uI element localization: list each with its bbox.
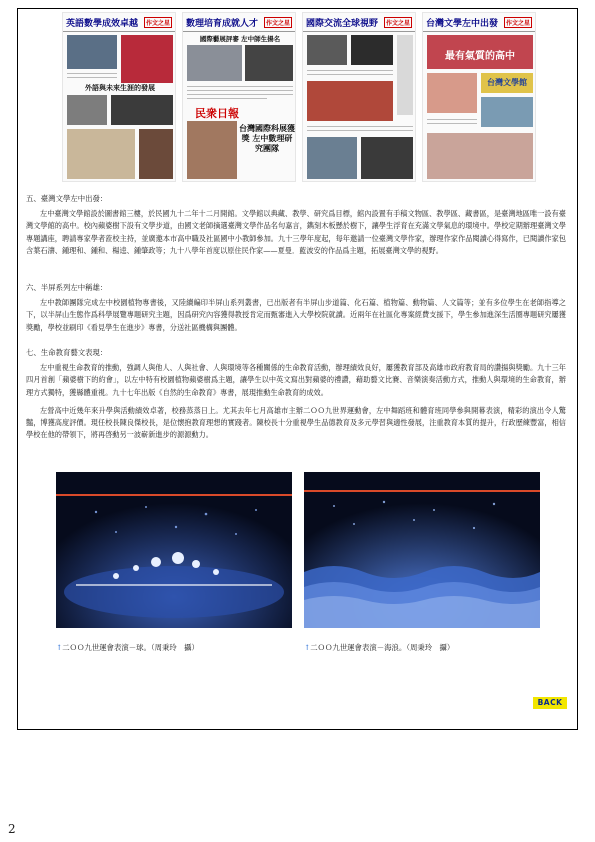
clipping-stamp: 作文之星 (504, 17, 532, 28)
photo-thumb (307, 35, 347, 65)
up-arrow-icon: ↑ (56, 643, 63, 652)
section-taiwan-literature (26, 193, 566, 257)
section-paragraph: 左中教師團隊完成左中校園植物專書後，又陸續編印半屏山系列叢書，已出版者有半屏山步道篇、化石篇、植物篇、動物篇、人文篇等；並有多位學生在老師指導之下，以半屏山生態作爲科學展覽專題研究主題，因爲研究內容獲得教授肯定而甄審進入大學校院就讀。近兩年在社區化專案經費支援下，學生參加進深生活圈專題研究屢獲獎勵，學校並刷印《看見學生在進步》專書，分送社區機構與團體。 (26, 298, 566, 332)
section-life-education (26, 347, 566, 441)
section-paragraph: 左中重視生命教育的推動，強調人與他人、人與社會、人與環境等各種關係的生命教育活動，辦理績效良好，屢獲教育部及高雄市政府教育局的讚揚與獎勵。九十三年四月首創「蘋婆樹下的約會」，以左中特有校園植物蘋婆樹爲主題，讓學生以中英文寫出對蘋婆的禮讚，藉助藝文比賽、音樂演奏活動方式，推動人與環境的生命教育，辦理方式獨特，獲縣體重視。九十七年出版《自然的生命教育》專書，展現推動生命教育的成效。 (26, 363, 566, 397)
clipping-english-math (62, 12, 176, 182)
stadium-scene-wave (304, 472, 540, 628)
caption-text: 二ＯＯ九世運會表演－海浪。（周秉玲 攝） (310, 643, 455, 652)
photo-thumb (361, 137, 413, 179)
section-paragraph: 左中臺灣文學館設於圖書館三樓，於民國九十二年十二月開館。文學館以典藏、教學、研究爲目標，館內設置有手稿文物區、教學區、藏書區，是臺灣地區唯一設有臺灣文學館的高中。校內蘋婆樹下設有文學步道，由國文老師摘選臺灣文學作品名句嘉言，鐫刻木板懸於樹下，讓學生浮育在充滿文學氣息的環境中。學校定期辦理臺灣文學專題講座，聘請專家學者蒞校主持，並廣邀本市高中職及社區國中小教師參加。九十三學年度起，每年邀請一位臺灣文學作家，辦理作家作品閱讀心得寫作，已閱讀作家包含葉石濤、鍾理和、鍾和、楊逵、鍾肇政等；九十八學年首度以原住民作家——夏曼．藍波安的作品爲主題，拓展臺灣文學的視野。 (26, 209, 566, 255)
newspaper-masthead: 民衆日報 (195, 107, 239, 120)
clipping-headline: 英語數學成效卓越 (66, 18, 139, 29)
stadium-scene-ball (56, 472, 292, 628)
clipping-literature (422, 12, 536, 182)
photo-thumb (351, 35, 393, 65)
clippings-strip (62, 12, 536, 182)
page-number: 2 (8, 822, 16, 836)
photo-thumb (67, 95, 107, 125)
caption-wave (304, 642, 454, 653)
section-banping-series (26, 282, 566, 334)
section-title: 五、臺灣文學左中出發： (26, 194, 108, 203)
section-paragraph: 左營高中近幾年來升學與活動績效卓著，校務蒸蒸日上。尤其去年七月高雄市主辦二ＯＯ九世界運動會，左中舞蹈班和體育班同學參與開幕表演，精彩的演出令人驚豔，博獲高度評價。現任校長陳良傑校長，是位懷抱教育理想的實踐者。陳校長十分重視學生品德教育及多元學習與適性發展，注重教育本質的提升，行政歷練豐富，相信學校在他的帶領下，將再啓動另一波嶄新進步的源源動力。 (26, 405, 566, 440)
back-button[interactable]: BACK (533, 697, 567, 709)
photo-thumb (397, 35, 413, 115)
photo-thumb (139, 129, 173, 179)
photo-thumb (427, 73, 477, 113)
clipping-headline: 國際交流全球視野 (306, 18, 379, 29)
photo-thumb (187, 121, 237, 179)
photo-thumb (245, 45, 293, 81)
photo-thumb (121, 35, 173, 83)
caption-text: 二ＯＯ九世運會表演－球。（周秉玲 攝） (62, 643, 199, 652)
photo-thumb (307, 81, 393, 121)
clipping-science (182, 12, 296, 182)
photo-thumb (67, 129, 135, 179)
up-arrow-icon: ↑ (304, 643, 311, 652)
clipping-subtitle: 最有氣質的高中 (445, 51, 515, 62)
photo-world-games-ball (56, 472, 292, 628)
caption-ball (56, 642, 199, 653)
clipping-subtitle: 國際藝展評審 左中師生揚名 (199, 35, 281, 43)
photo-thumb (67, 35, 117, 69)
clipping-stamp: 作文之星 (264, 17, 292, 28)
clipping-stamp: 作文之星 (384, 17, 412, 28)
photo-thumb (187, 45, 242, 81)
clipping-stamp: 作文之星 (144, 17, 172, 28)
clipping-international (302, 12, 416, 182)
photo-thumb (111, 95, 173, 125)
photo-thumb (307, 137, 357, 179)
section-title: 六、半屏系列左中稱雄： (26, 283, 108, 292)
clipping-headline: 台灣文學左中出發 (426, 18, 499, 29)
section-title: 七、生命教育藝文表現： (26, 348, 108, 357)
clipping-headline: 數理培育成就人才 (186, 18, 259, 29)
clipping-subtitle: 外語與未來生涯的發展 (85, 83, 155, 92)
photo-thumb (427, 133, 533, 179)
clipping-subbanner: 台灣國際科展獲獎 左中數理研究團隊 (239, 123, 295, 153)
photo-thumb (481, 97, 533, 127)
photo-world-games-wave (304, 472, 540, 628)
clipping-banner: 台灣文學館 (487, 77, 527, 87)
